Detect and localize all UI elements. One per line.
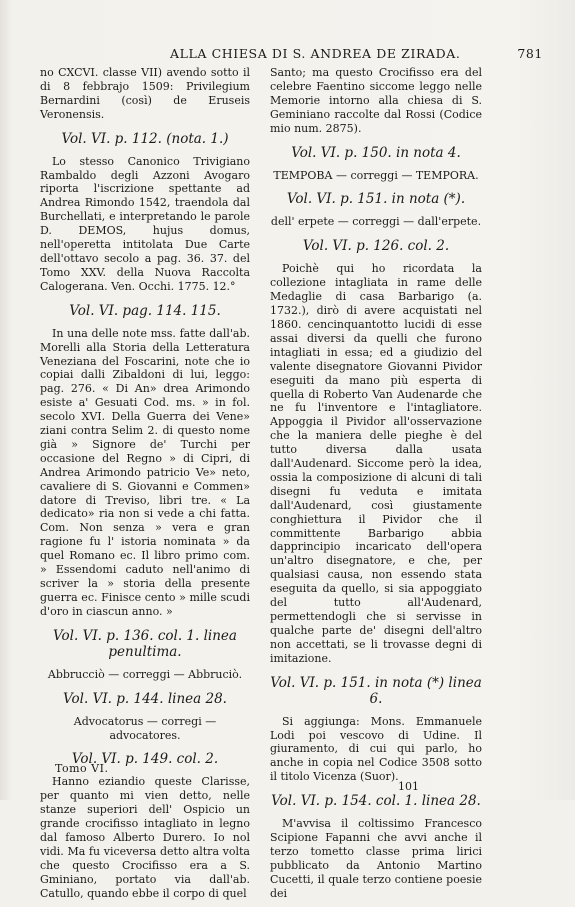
paragraph: Santo; ma questo Crocifisso era del celebre Faentino siccome leggo nelle Memorie intorno alla chiesa di S. Geminiano raccolte dal Rossi (Codice mio num. 2875).: [270, 66, 482, 135]
left-column: [40, 66, 250, 907]
paragraph: Lo stesso Canonico Trivigiano Rambaldo degli Azzoni Avogaro riporta l'iscrizione spettante ad Andrea Rimondo 1542, traendola dal Burchellati, e interpretando le parole D. DEMOS, hujus domus, nell'operetta intitolata Due Carte dell'ottavo secolo a pag. 36. 37. del Tomo XXV. della Nuova Raccolta Calogerana. Ven. Occhi. 1775. 12.°: [40, 154, 250, 293]
correction: dell' erpete — correggi — dall'erpete.: [270, 215, 482, 229]
page-number: 781: [517, 46, 543, 61]
section-heading: Vol. VI. p. 144. linea 28.: [63, 690, 227, 707]
correction: Abbrucciò — correggi — Abbruciò.: [47, 667, 243, 681]
section-heading: Vol. VI. p. 149. col. 2.: [71, 751, 219, 768]
section-heading: Vol. VI. p. 136. col. 1. linea penultima.: [53, 627, 237, 660]
paragraph: In una delle note mss. fatte dall'ab. Morelli alla Storia della Letteratura Veneziana del Foscarini, note che io copiai dalli Zibaldoni di lui, leggo: pag. 276. « Di An» drea Arimondo esiste a' Gesuati Cod. ms. » in fol. secolo XVI. Della Guerra dei Vene» ziani contra Selim 2. di questo nome già » Signore de' Turchi per occasione del Regno » di Cipri, di Andrea Arimondo patricio Ve» neto, cavaliere di S. Giovanni e Commen» datore di Treviso, libri tre. « La dedicato» ria non si vede a chi fatta. Com. Non senza » vera e gran ragione fu l' istoria nominata » da quel Romano ec. Il libro primo com. » Essendomi caduto nell'animo di scriver la » storia della presente guerra ec. Finisce cento » mille scudi d'oro in ciascun anno. »: [40, 326, 250, 618]
paragraph: M'avvisa il coltissimo Francesco Scipione Fapanni che avvi anche il terzo tometto classe prima lirici pubblicato da Antonio Martino Cucetti, il quale terzo contiene poesie dei: [270, 817, 482, 900]
right-column: [270, 66, 482, 907]
sheet-signature: 101: [398, 780, 419, 793]
paragraph: Si aggiunga: Mons. Emmanuele Lodi poi vescovo di Udine. Il giuramento, di cui qui parlo, ho anche in copia nel Codice 3508 sotto il titolo Vicenza (Suor).: [270, 714, 482, 784]
section-heading: Vol. VI. p. 150. in nota 4.: [291, 144, 461, 161]
header-title: ALLA CHIESA DI S. ANDREA DE ZIRADA.: [170, 46, 461, 61]
section-heading: Vol. VI. p. 151. in nota (*).: [286, 191, 466, 208]
volume-signature: Tomo VI.: [55, 762, 109, 775]
section-heading: Vol. VI. p. 151. in nota (*) linea 6.: [270, 674, 482, 707]
correction: TEMPOBA — correggi — TEMPORA.: [273, 168, 479, 182]
running-header: [0, 46, 575, 64]
correction: Advocatorus — corregi — advocatores.: [73, 714, 217, 742]
section-heading: Vol. VI. p. 126. col. 2.: [302, 238, 450, 255]
paragraph: Poichè qui ho ricordata la collezione intagliata in rame delle Medaglie di casa Barbarigo (a. 1732.), dirò di avere acquistati nel 1860. cencinquantotto lucidi di esse assai diversi da quelli che furono intagliati in essa; ed a giudizio del valente disegnatore Giovanni Pividor eseguiti da mano più esperta di quella di Roberto Van Audenarde che ne fu l'inventore e l'intagliatore. Appoggia il Pividor all'osservazione che la maniera delle pieghe è del tutto diversa dalla usata dall'Audenard. Siccome però la idea, ossia la composizione di alcuni di tali disegni fu veduta e imitata dall'Audenard, così giustamente conghiettura il Pividor che il committente Barbarigo abbia dapprincipio incaricato dell'opera un'altro disegnatore, e che, per qualsiasi causa, non essendo stata eseguita da quello, si sia appoggiato del tutto all'Audenard, permettendogli che si servisse in qualche parte de' disegni dell'altro non accettati, se li trovasse degni di imitazione.: [270, 262, 482, 665]
section-heading: Vol. VI. p. 112. (nota. 1.): [61, 130, 229, 147]
paragraph: no CXCVI. classe VII) avendo sotto il di 8 febbrajo 1509: Privilegium Bernardini (così) de Eruseis Veronensis.: [40, 66, 250, 121]
section-heading: Vol. VI. p. 154. col. 1. linea 28.: [271, 793, 481, 810]
paragraph: Hanno eziandio queste Clarisse, per quanto mi vien detto, nelle stanze superiori dell' Ospicio un grande crocifisso intagliato in legno dal famoso Alberto Durero. Io nol vidi. Ma fu viceversa detto altra volta che questo Crocifisso era a S. Gminiano, portato via dall'ab. Catullo, quando ebbe il corpo di quel: [40, 775, 250, 900]
section-heading: Vol. VI. pag. 114. 115.: [69, 302, 221, 319]
